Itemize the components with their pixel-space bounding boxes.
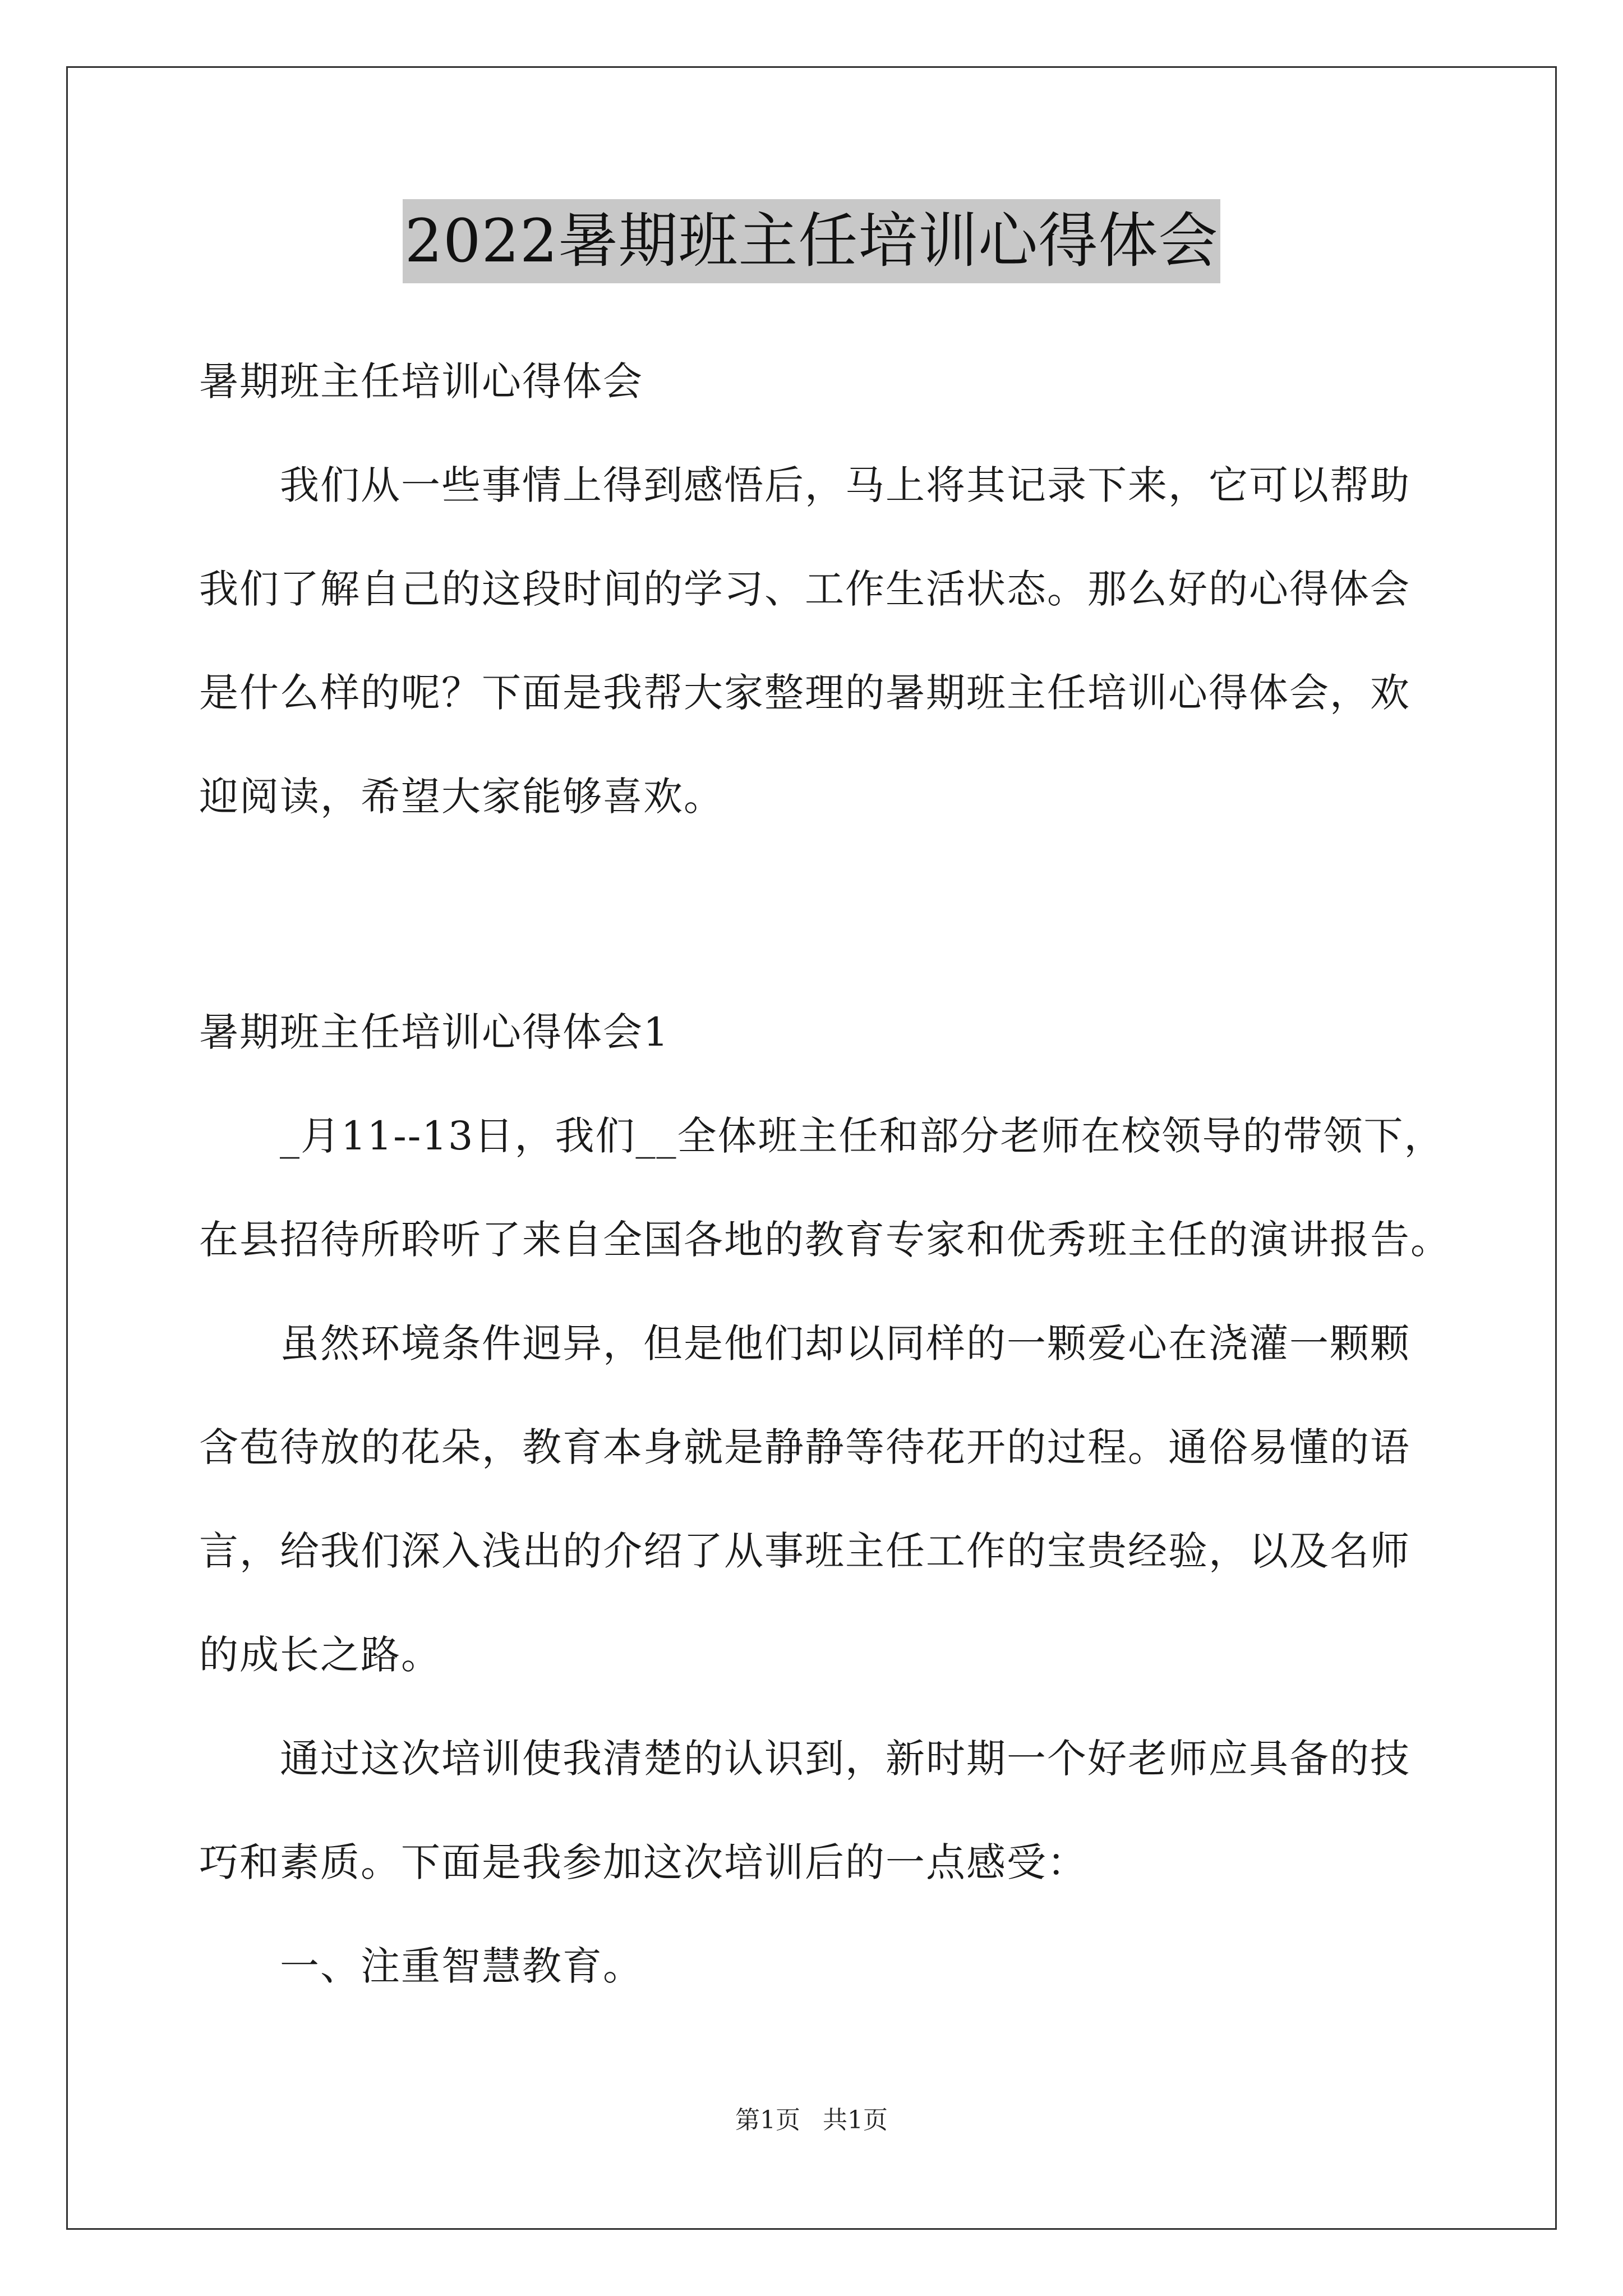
text-line: _月11--13日，我们__全体班主任和部分老师在校领导的带领下， xyxy=(199,1113,1445,1159)
document-title: 2022暑期班主任培训心得体会 xyxy=(403,199,1221,283)
text-line: 通过这次培训使我清楚的认识到，新时期一个好老师应具备的技 xyxy=(199,1736,1410,1782)
section-heading: 暑期班主任培训心得体会1 xyxy=(199,1009,670,1055)
text-line: 是什么样的呢？下面是我帮大家整理的暑期班主任培训心得体会，欢 xyxy=(199,670,1410,716)
text-line: 迎阅读，希望大家能够喜欢。 xyxy=(199,774,724,820)
text-line: 我们从一些事情上得到感悟后，马上将其记录下来，它可以帮助 xyxy=(199,462,1410,508)
text-line: 在县招待所聆听了来自全国各地的教育专家和优秀班主任的演讲报告。 xyxy=(199,1217,1451,1263)
page-total: 共1页 xyxy=(823,2106,888,2134)
title-container xyxy=(0,199,1623,283)
text-line: 一、注重智慧教育。 xyxy=(199,1943,643,1989)
text-line: 言，给我们深入浅出的介绍了从事班主任工作的宝贵经验，以及名师 xyxy=(199,1528,1410,1574)
text-line: 巧和素质。下面是我参加这次培训后的一点感受： xyxy=(199,1839,1087,1885)
text-line: 我们了解自己的这段时间的学习、工作生活状态。那么好的心得体会 xyxy=(199,566,1410,612)
subtitle-line: 暑期班主任培训心得体会 xyxy=(199,358,643,404)
page-number: 第1页 xyxy=(735,2106,800,2134)
text-line: 的成长之路。 xyxy=(199,1632,441,1678)
text-line: 虽然环境条件迥异，但是他们却以同样的一颗爱心在浇灌一颗颗 xyxy=(199,1320,1410,1366)
page-footer xyxy=(0,2104,1623,2137)
text-line: 含苞待放的花朵，教育本身就是静静等待花开的过程。通俗易懂的语 xyxy=(199,1424,1410,1470)
